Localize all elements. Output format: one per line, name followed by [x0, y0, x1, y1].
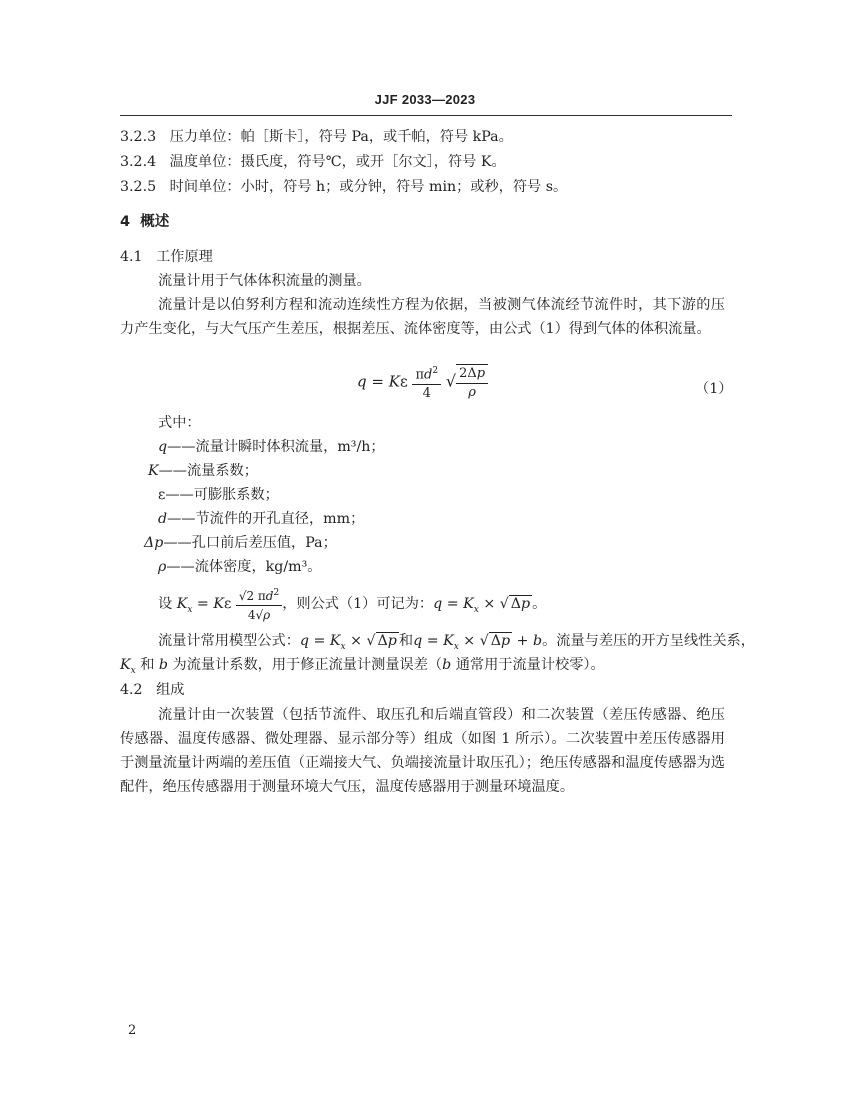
symbol: q: [158, 439, 168, 455]
section-title: 概述: [140, 214, 170, 230]
symbol: ε: [158, 487, 166, 503]
symbol: d: [158, 511, 168, 527]
item-text: 温度单位：摄氏度，符号℃，或开［尔文］，符号 K。: [169, 154, 506, 170]
symbol: Δp: [144, 535, 164, 551]
item-number: 3.2.4: [120, 154, 157, 170]
subsection-title: 组成: [156, 682, 185, 698]
subsection-heading-4-1: [120, 246, 213, 268]
symbol-desc: ——可膨胀系数；: [165, 487, 279, 503]
document-header: JJF 2033—2023: [374, 92, 476, 107]
symbol-desc: ——流量系数；: [158, 463, 258, 479]
subsection-number: 4.1: [120, 249, 143, 265]
symbol-row-d: [158, 508, 364, 530]
symbol-desc: ——节流件的开孔直径，mm；: [167, 511, 365, 527]
model-line-2: $K_x$ 和 b 为流量计系数，用于修正流量计测量误差（b 通常用于流量计校零）。: [120, 657, 605, 676]
item-number: 3.2.5: [120, 179, 157, 195]
subsection-title: 工作原理: [156, 249, 213, 265]
symbol-row-k: [148, 460, 258, 482]
subsection-heading-4-2: [120, 679, 185, 701]
text-and: 和: [398, 633, 414, 649]
symbol-row-delta-p: [144, 532, 337, 554]
model-line-1: 流量计常用模型公式：$q = K_x$ × √ Δp 和$q = K_x$ × √ Δp + b。流量与差压的开方呈线性关系，: [158, 633, 755, 652]
header-rule: [120, 115, 732, 116]
formula-number: （1）: [695, 381, 733, 397]
formula-1: q = Kε $\frac{\pi d^2}{4}$ √ $\frac{2\Delta p}{\rho}$: [357, 362, 488, 403]
text-set: 设: [158, 596, 173, 612]
section-heading-4: [120, 210, 169, 231]
symbol: K: [148, 463, 159, 479]
text-model-rest: 。流量与差压的开方呈线性关系，: [542, 633, 755, 649]
item-text: 时间单位：小时，符号 h；或分钟，符号 min；或秒，符号 s。: [169, 179, 568, 195]
symbol-row-q: [158, 436, 385, 458]
item-3-2-4: [120, 151, 506, 173]
symbol-desc: ——流量计瞬时体积流量，m³/h；: [167, 439, 385, 455]
text-model-tail2: 通常用于流量计校零）。: [455, 657, 605, 673]
text-then: ，则公式（1）可记为：: [282, 596, 434, 612]
where-label: 式中：: [158, 415, 201, 431]
symbol-row-epsilon: [158, 484, 279, 506]
paragraph-4-1-intro: 流量计用于气体体积流量的测量。: [158, 273, 371, 289]
text-end: 。: [532, 596, 547, 612]
item-3-2-5: [120, 176, 567, 198]
text-model-tail: 为流量计系数，用于修正流量计测量误差（: [172, 657, 443, 673]
text-model: 流量计常用模型公式：: [158, 633, 300, 649]
paragraph-4-2-composition: 流量计由一次装置（包括节流件、取压孔和后端直管段）和二次装置（差压传感器、绝压传感器、温度传感器、微处理器、显示部分等）组成（如图 1 所示）。二次装置中差压传感器用于测量流量计两端的差压值（正端接大气、负端接流量计取压孔）；绝压传感器和温度传感器为选配件，绝压传感器用于测量环境大气压，温度传感器用于测量环境温度。: [120, 707, 725, 795]
item-text: 压力单位：帕［斯卡］，符号 Pa，或千帕，符号 kPa。: [169, 129, 513, 145]
item-number: 3.2.3: [120, 129, 157, 145]
kx-definition: 设 $K_x = K\varepsilon$ $\frac{√2 \pi d^2}{4√\rho}$ ，则公式（1）可记为：$q = K_x$ × √ Δp 。: [158, 584, 546, 624]
item-3-2-3: [120, 126, 513, 148]
section-number: 4: [120, 214, 131, 230]
symbol-row-rho: [158, 556, 321, 578]
symbol-desc: ——流体密度，kg/m³。: [166, 559, 322, 575]
page-number: 2: [128, 1023, 137, 1038]
subsection-number: 4.2: [120, 682, 143, 698]
symbol-desc: ——孔口前后差压值，Pa；: [163, 535, 337, 551]
symbol: ρ: [158, 559, 167, 575]
paragraph-4-1-principle: 流量计是以伯努利方程和流动连续性方程为依据，当被测气体流经节流件时，其下游的压力产生变化，与大气压产生差压，根据差压、流体密度等，由公式（1）得到气体的体积流量。: [120, 297, 725, 337]
